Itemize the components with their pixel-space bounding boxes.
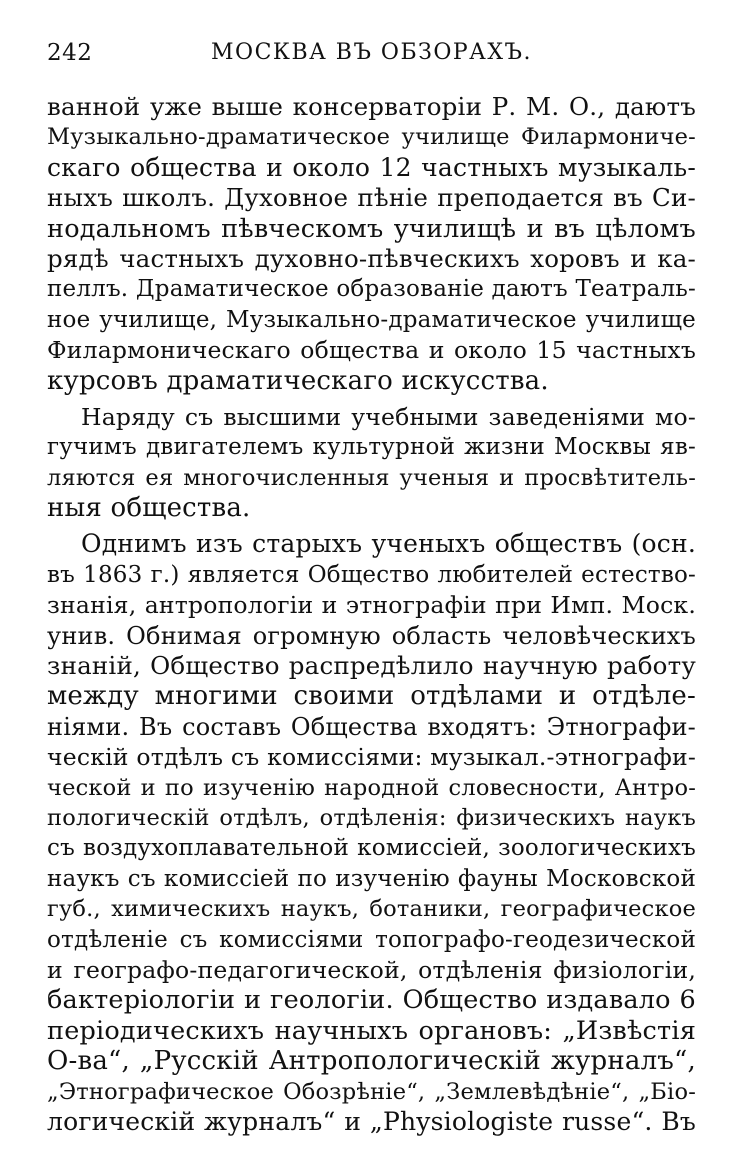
text-line: логическій журналъ“ и „Physiologiste russe“. Въ — [47, 1106, 696, 1136]
text-line: бактеріологіи и геологіи. Общество издавало 6 — [47, 985, 696, 1016]
text-line: ныя общества. — [47, 493, 251, 524]
text-line: періодическихъ научныхъ органовъ: „Извѣстія — [47, 1015, 696, 1046]
text-line: унив. Обнимая огромную область человѣческихъ — [47, 621, 696, 650]
text-line: ляются ея многочисленныя ученыя и просвѣтитель- — [47, 464, 696, 491]
text-line: пеллъ. Драматическое образованіе даютъ Театраль- — [47, 276, 696, 303]
text-line: О-ва“, „Русскій Антропологическій журналъ“, — [47, 1046, 696, 1077]
text-line: ніями. Въ составъ Общества входятъ: Этнографи- — [47, 712, 696, 741]
text-line: ческій отдѣлъ съ комиссіями: музыкал.-этнографи- — [47, 743, 697, 772]
text-line: губ., химическихъ наукъ, ботаники, географическое — [47, 896, 696, 923]
text-line: скаго общества и около 12 частныхъ музыкаль- — [47, 152, 696, 182]
text-line: наукъ съ комиссіей по изученію фауны Московской — [47, 865, 696, 892]
text-line: гучимъ двигателемъ культурной жизни Москвы яв- — [47, 434, 696, 461]
page-header — [47, 40, 696, 76]
text-line: отдѣленіе съ комиссіями топографо-геодезической — [47, 926, 696, 953]
text-line: Филармоническаго общества и около 15 частныхъ — [47, 336, 696, 365]
text-line: пологическій отдѣлъ, отдѣленія: физическихъ наукъ — [47, 804, 696, 831]
text-line: ныхъ школъ. Духовное пѣніе преподается въ Си- — [47, 183, 696, 213]
text-line: ное училище, Музыкально-драматическое училище — [47, 306, 696, 333]
text-line: курсовъ драматическаго искусства. — [47, 365, 549, 396]
page-number: 242 — [47, 40, 93, 66]
text-line: Однимъ изъ старыхъ ученыхъ обществъ (осн. — [81, 529, 696, 559]
text-line: въ 1863 г.) является Общество любителей естество- — [47, 561, 696, 588]
text-line: знаній, Общество распредѣлило научную работу — [47, 651, 696, 681]
text-line: между многими своими отдѣлами и отдѣле- — [47, 681, 696, 712]
paragraph-3 — [47, 529, 696, 1137]
text-line: Наряду съ высшими учебными заведеніями мо- — [81, 402, 696, 431]
text-line: и географо-педагогической, отдѣленія физіологіи, — [47, 955, 696, 984]
text-line: съ воздухоплавательной комиссіей, зоологическихъ — [47, 835, 696, 862]
paragraph-1 — [47, 92, 696, 396]
text-line: „Этнографическое Обозрѣніе“, „Землевѣдѣніе“, „Біо- — [47, 1078, 696, 1105]
body-text — [47, 92, 696, 1143]
text-line: знанія, антропологіи и этнографіи при Имп. Моск. — [47, 591, 696, 620]
text-line: ческой и по изученію народной словесности, Антро- — [47, 774, 696, 801]
paragraph-2 — [47, 402, 696, 524]
running-title: МОСКВА ВЪ ОБЗОРАХЪ. — [211, 40, 532, 65]
text-line: нодальномъ пѣвческомъ училищѣ и въ цѣломъ — [47, 213, 696, 244]
text-line: рядѣ частныхъ духовно-пѣвческихъ хоровъ и ка- — [47, 243, 696, 273]
text-line: ванной уже выше консерваторіи Р. М. О., даютъ — [47, 92, 696, 121]
text-line: Музыкально-драматическое училище Филармониче- — [47, 124, 696, 151]
